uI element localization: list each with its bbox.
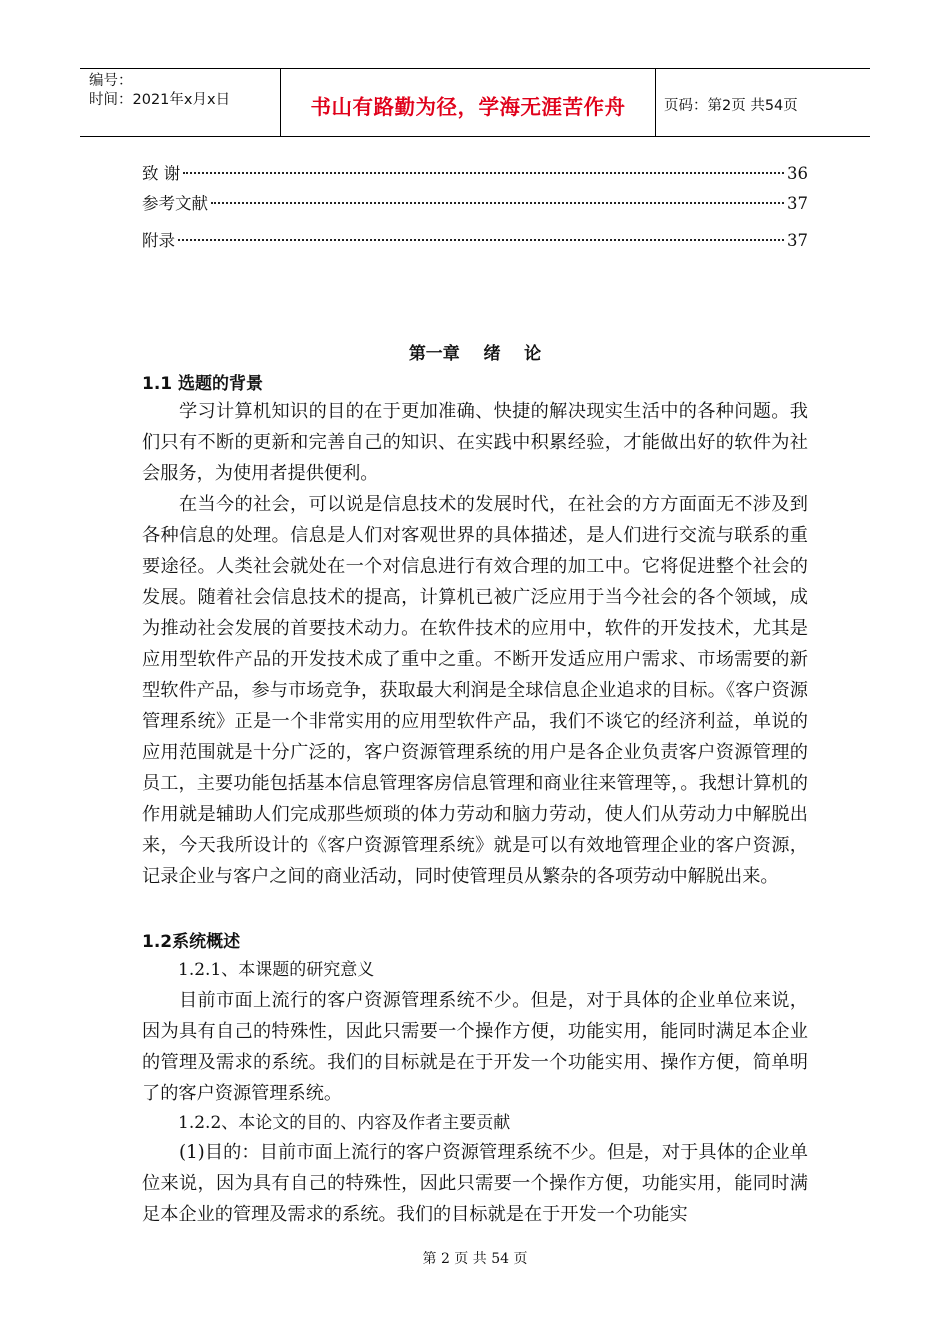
toc-entry[interactable] bbox=[142, 160, 808, 182]
toc-entry-page: 36 bbox=[787, 164, 808, 183]
chapter-title: 第一章 绪 论 bbox=[408, 344, 542, 364]
toc-entry-page: 37 bbox=[787, 194, 808, 213]
header-page-info: 页码：第2页 共54页 bbox=[664, 98, 798, 114]
toc-leader bbox=[211, 202, 784, 204]
header-motto: 书山有路勤为径，学海无涯苦作舟 bbox=[280, 69, 656, 136]
paragraph: 在当今的社会，可以说是信息技术的发展时代，在社会的方方面面无不涉及到各种信息的处理。信息是人们对客观世界的具体描述，是人们进行交流与联系的重要途径。人类社会就处在一个对信息进行有效合理的加工中。它将促进整个社会的发展。随着社会信息技术的提高，计算机已被广泛应用于当今社会的各个领域，成为推动社会发展的首要技术动力。在软件技术的应用中，软件的开发技术，尤其是应用型软件产品的开发技术成了重中之重。不断开发适应用户需求、市场需要的新型软件产品，参与市场竞争，获取最大利润是全球信息企业追求的目标。《客户资源管理系统》正是一个非常实用的应用型软件产品，我们不谈它的经济利益，单说的应用范围就是十分广泛的，客户资源管理系统的用户是各企业负责客户资源管理的员工，主要功能包括基本信息管理客房信息管理和商业往来管理等，。我想计算机的作用就是辅助人们完成那些烦琐的体力劳动和脑力劳动，使人们从劳动力中解脱出来，今天我所设计的《客户资源管理系统》就是可以有效地管理企业的客户资源，记录企业与客户之间的商业活动，同时使管理员从繁杂的各项劳动中解脱出来。 bbox=[142, 494, 808, 887]
subsection-heading-1-2-1: 1.2.1、本课题的研究意义 bbox=[178, 960, 375, 980]
page-header bbox=[80, 68, 870, 137]
toc-entry[interactable] bbox=[142, 227, 808, 249]
paragraph: 目前市面上流行的客户资源管理系统不少。但是，对于具体的企业单位来说，因为具有自己的特殊性，因此只需要一个操作方便，功能实用，能同时满足本企业的管理及需求的系统。我们的目标就是在于开发一个功能实用、操作方便，简单明了的客户资源管理系统。 bbox=[142, 990, 808, 1104]
toc-entry-title: 致 谢 bbox=[142, 164, 181, 183]
subsection-heading-1-2-2: 1.2.2、本论文的目的、内容及作者主要贡献 bbox=[178, 1113, 511, 1133]
header-meta bbox=[80, 69, 280, 136]
toc-leader bbox=[183, 172, 784, 174]
toc-leader bbox=[178, 239, 784, 241]
section-heading-1-1: 1.1 选题的背景 bbox=[142, 374, 264, 394]
section-heading-1-2: 1.2系统概述 bbox=[142, 932, 241, 952]
paragraph: 学习计算机知识的目的在于更加准确、快捷的解决现实生活中的各种问题。我们只有不断的更新和完善自己的知识、在实践中积累经验，才能做出好的软件为社会服务，为使用者提供便利。 bbox=[142, 401, 808, 484]
toc-entry-title: 附录 bbox=[142, 231, 175, 250]
toc-entry-page: 37 bbox=[787, 231, 808, 250]
number-label: 编号： bbox=[89, 73, 133, 89]
time-label: 时间：2021年x月x日 bbox=[89, 92, 231, 108]
paragraph: (1)目的：目前市面上流行的客户资源管理系统不少。但是，对于具体的企业单位来说，因为具有自己的特殊性，因此只需要一个操作方便，功能实用，能同时满足本企业的管理及需求的系统。我们的目标就是在于开发一个功能实 bbox=[142, 1142, 808, 1225]
toc-entry-title: 参考文献 bbox=[142, 194, 208, 213]
toc-entry[interactable] bbox=[142, 190, 808, 212]
page-footer: 第 2 页 共 54 页 bbox=[422, 1251, 528, 1267]
